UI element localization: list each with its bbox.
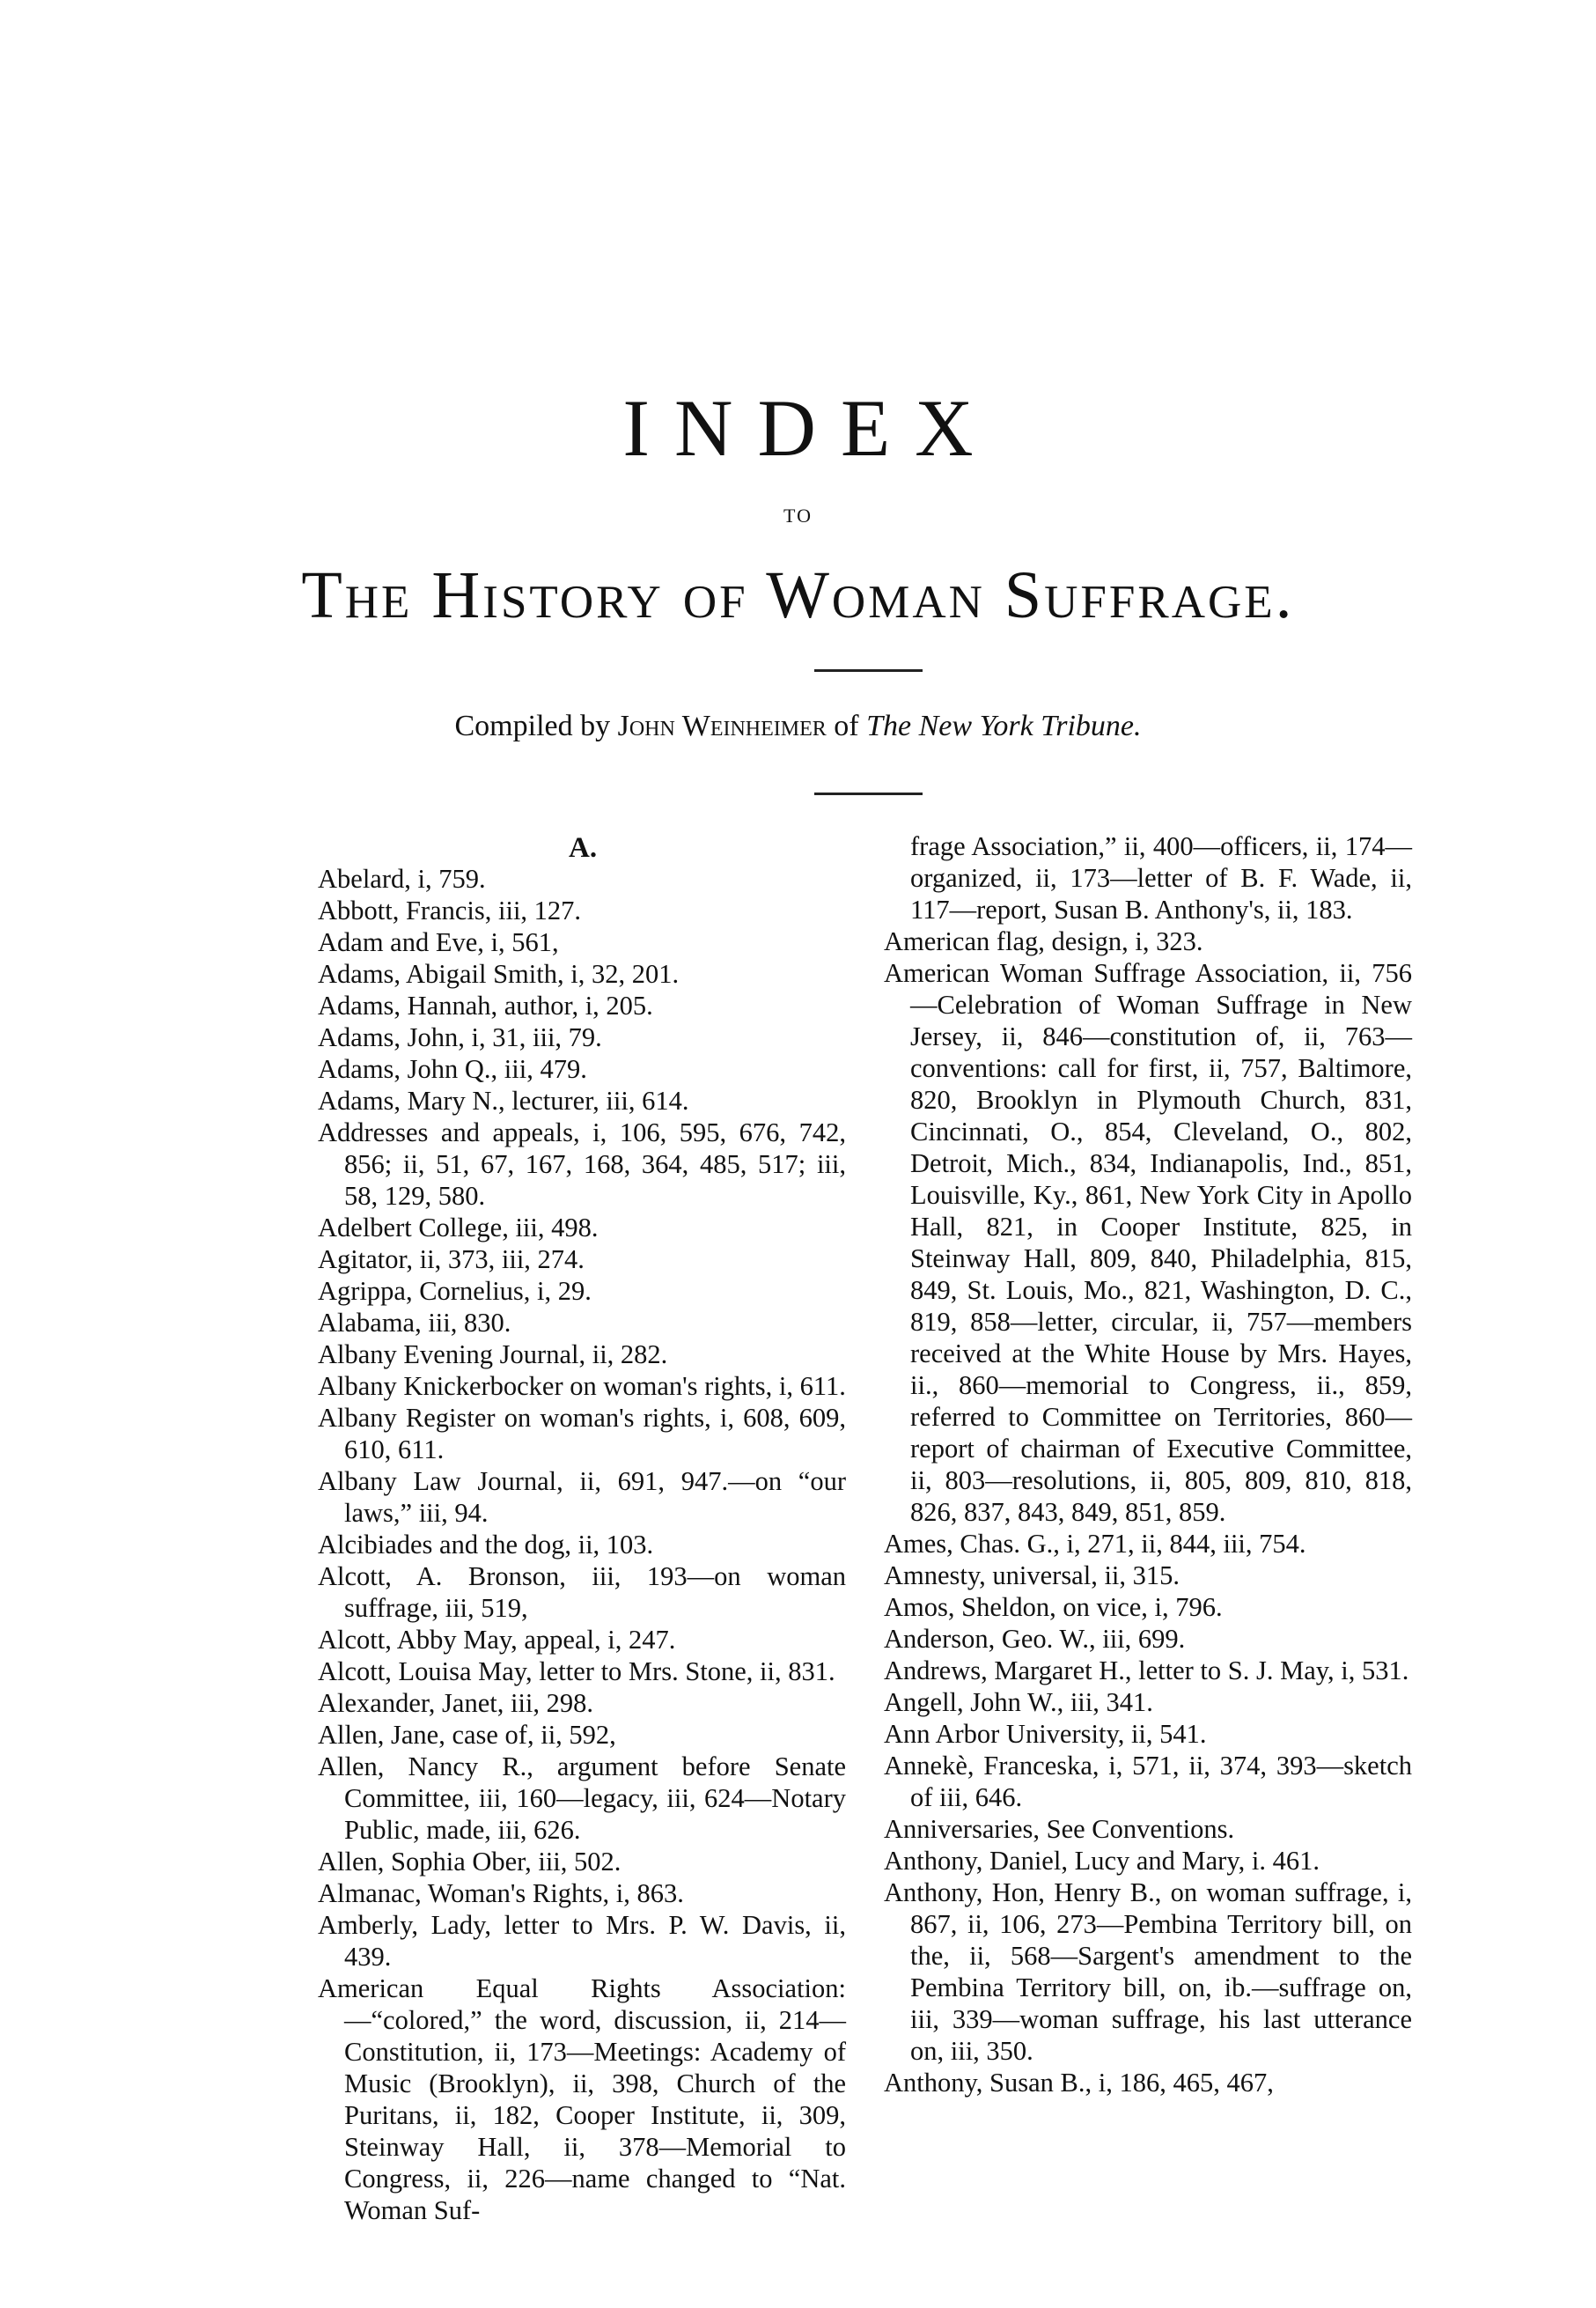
index-entry: Adams, Hannah, author, i, 205. (318, 991, 653, 1021)
index-entry: Anderson, Geo. W., iii, 699. (884, 1624, 1186, 1654)
divider-rule-bottom (814, 793, 923, 795)
index-entry: Alcibiades and the dog, ii, 103. (318, 1530, 654, 1560)
index-entry: Allen, Jane, case of, ii, 592, (318, 1720, 616, 1750)
index-entry: American flag, design, i, 323. (884, 926, 1203, 956)
index-entry: Alcott, Abby May, appeal, i, 247. (318, 1625, 676, 1655)
index-entry: Anniversaries, See Conventions. (884, 1814, 1235, 1844)
index-entry: Addresses and appeals, i, 106, 595, 676, 742, 856; ii, 51, 67, 167, 168, 364, 485, 517; iii, 58, 129, 580. (318, 1117, 846, 1211)
index-entry: Albany Evening Journal, ii, 282. (318, 1339, 668, 1369)
compiler-credit (0, 710, 1596, 743)
title-connector: TO (783, 505, 813, 527)
index-entry: Albany Register on woman's rights, i, 608, 609, 610, 611. (318, 1403, 846, 1464)
index-entry: Adelbert College, iii, 498. (318, 1213, 599, 1242)
section-letter: A. (569, 832, 598, 864)
index-entry: Agrippa, Cornelius, i, 29. (318, 1276, 592, 1306)
compiler-name: John Weinheimer (617, 710, 827, 742)
index-entry: Alcott, A. Bronson, iii, 193—on woman suffrage, iii, 519, (318, 1561, 846, 1623)
index-entry: Almanac, Woman's Rights, i, 863. (318, 1878, 684, 1908)
index-entry: Anthony, Daniel, Lucy and Mary, i. 461. (884, 1846, 1320, 1876)
index-entry: Ann Arbor University, ii, 541. (884, 1719, 1207, 1749)
index-entry: Adams, Mary N., lecturer, iii, 614. (318, 1086, 689, 1116)
index-entry: Andrews, Margaret H., letter to S. J. May, i, 531. (884, 1655, 1409, 1685)
index-column-left (318, 863, 846, 2226)
index-entry: Allen, Sophia Ober, iii, 502. (318, 1847, 621, 1877)
compiled-of: of (834, 710, 859, 742)
index-column-right (884, 830, 1412, 2098)
index-entry: Angell, John W., iii, 341. (884, 1687, 1153, 1717)
index-entry: Alcott, Louisa May, letter to Mrs. Stone, ii, 831. (318, 1656, 835, 1686)
index-entry: Amos, Sheldon, on vice, i, 796. (884, 1592, 1223, 1622)
index-entry: American Woman Suffrage Association, ii, 756—Celebration of Woman Suffrage in New Jersey, ii, 846—constitution of, ii, 763—conventions: call for first, ii, 757, Baltimore, 820, Brooklyn in Plymouth Church, 831, Cincinnati, O., 854, Cleveland, O., 802, Detroit, Mich., 834, Indianapolis, Ind., 851, Louisville, Ky., 861, New York City in Apollo Hall, 821, in Cooper Institute, 825, in Steinway Hall, 809, 840, Philadelphia, 815, 849, St. Louis, Mo., 821, Washington, D. C., 819, 858—letter, circular, ii, 757—members received at the White House by Mrs. Hayes, ii., 860—memorial to Congress, ii., 859, referred to Committee on Territories, 860—report of chairman of Executive Committee, ii, 803—resolutions, ii, 805, 809, 810, 818, 826, 837, 843, 849, 851, 859. (884, 958, 1412, 1527)
index-entry: Alexander, Janet, iii, 298. (318, 1688, 594, 1718)
index-entry: Albany Knickerbocker on woman's rights, i, 611. (318, 1371, 846, 1401)
index-entry: Anthony, Susan B., i, 186, 465, 467, (884, 2068, 1274, 2098)
index-entry: Adams, John Q., iii, 479. (318, 1054, 587, 1084)
index-entry: Amberly, Lady, letter to Mrs. P. W. Davis, ii, 439. (318, 1910, 846, 1972)
page-subtitle: The History of Woman Suffrage. (301, 558, 1295, 632)
index-entry: Adams, Abigail Smith, i, 32, 201. (318, 959, 680, 989)
divider-rule-top (814, 669, 923, 672)
index-entry: Anthony, Hon, Henry B., on woman suffrage, i, 867, ii, 106, 273—Pembina Territory bill, on the, ii, 568—Sargent's amendment to the Pembina Territory bill, on, ib.—suffrage on, iii, 339—woman suffrage, his last utterance on, iii, 350. (884, 1877, 1412, 2066)
publication-name: The New York Tribune. (866, 710, 1142, 742)
index-entry-continuation: frage Association,” ii, 400—officers, ii, 174—organized, ii, 173—letter of B. F. Wade, ii, 117—report, Susan B. Anthony's, ii, 183. (910, 831, 1412, 925)
compiled-prefix: Compiled by (454, 710, 611, 742)
index-entry: Annekè, Franceska, i, 571, ii, 374, 393—sketch of iii, 646. (884, 1751, 1412, 1812)
index-entry: Adams, John, i, 31, iii, 79. (318, 1022, 602, 1052)
index-entry: American Equal Rights Association: —“colored,” the word, discussion, ii, 214—Constitution, ii, 173—Meetings: Academy of Music (Brooklyn), ii, 398, Church of the Puritans, ii, 182, Cooper Institute, ii, 309, Steinway Hall, ii, 378—Memorial to Congress, ii, 226—name changed to “Nat. Woman Suf- (318, 1973, 846, 2225)
page-title: INDEX (622, 383, 998, 473)
index-entry: Adam and Eve, i, 561, (318, 927, 559, 957)
index-entry: Agitator, ii, 373, iii, 274. (318, 1244, 585, 1274)
index-entry: Alabama, iii, 830. (318, 1308, 511, 1338)
index-entry: Amnesty, universal, ii, 315. (884, 1560, 1180, 1590)
index-entry: Ames, Chas. G., i, 271, ii, 844, iii, 754. (884, 1529, 1306, 1559)
index-entry: Abbott, Francis, iii, 127. (318, 896, 582, 925)
index-entry: Abelard, i, 759. (318, 864, 486, 894)
index-entry: Allen, Nancy R., argument before Senate Committee, iii, 160—legacy, iii, 624—Notary Public, made, iii, 626. (318, 1751, 846, 1845)
index-entry: Albany Law Journal, ii, 691, 947.—on “our laws,” iii, 94. (318, 1466, 846, 1528)
